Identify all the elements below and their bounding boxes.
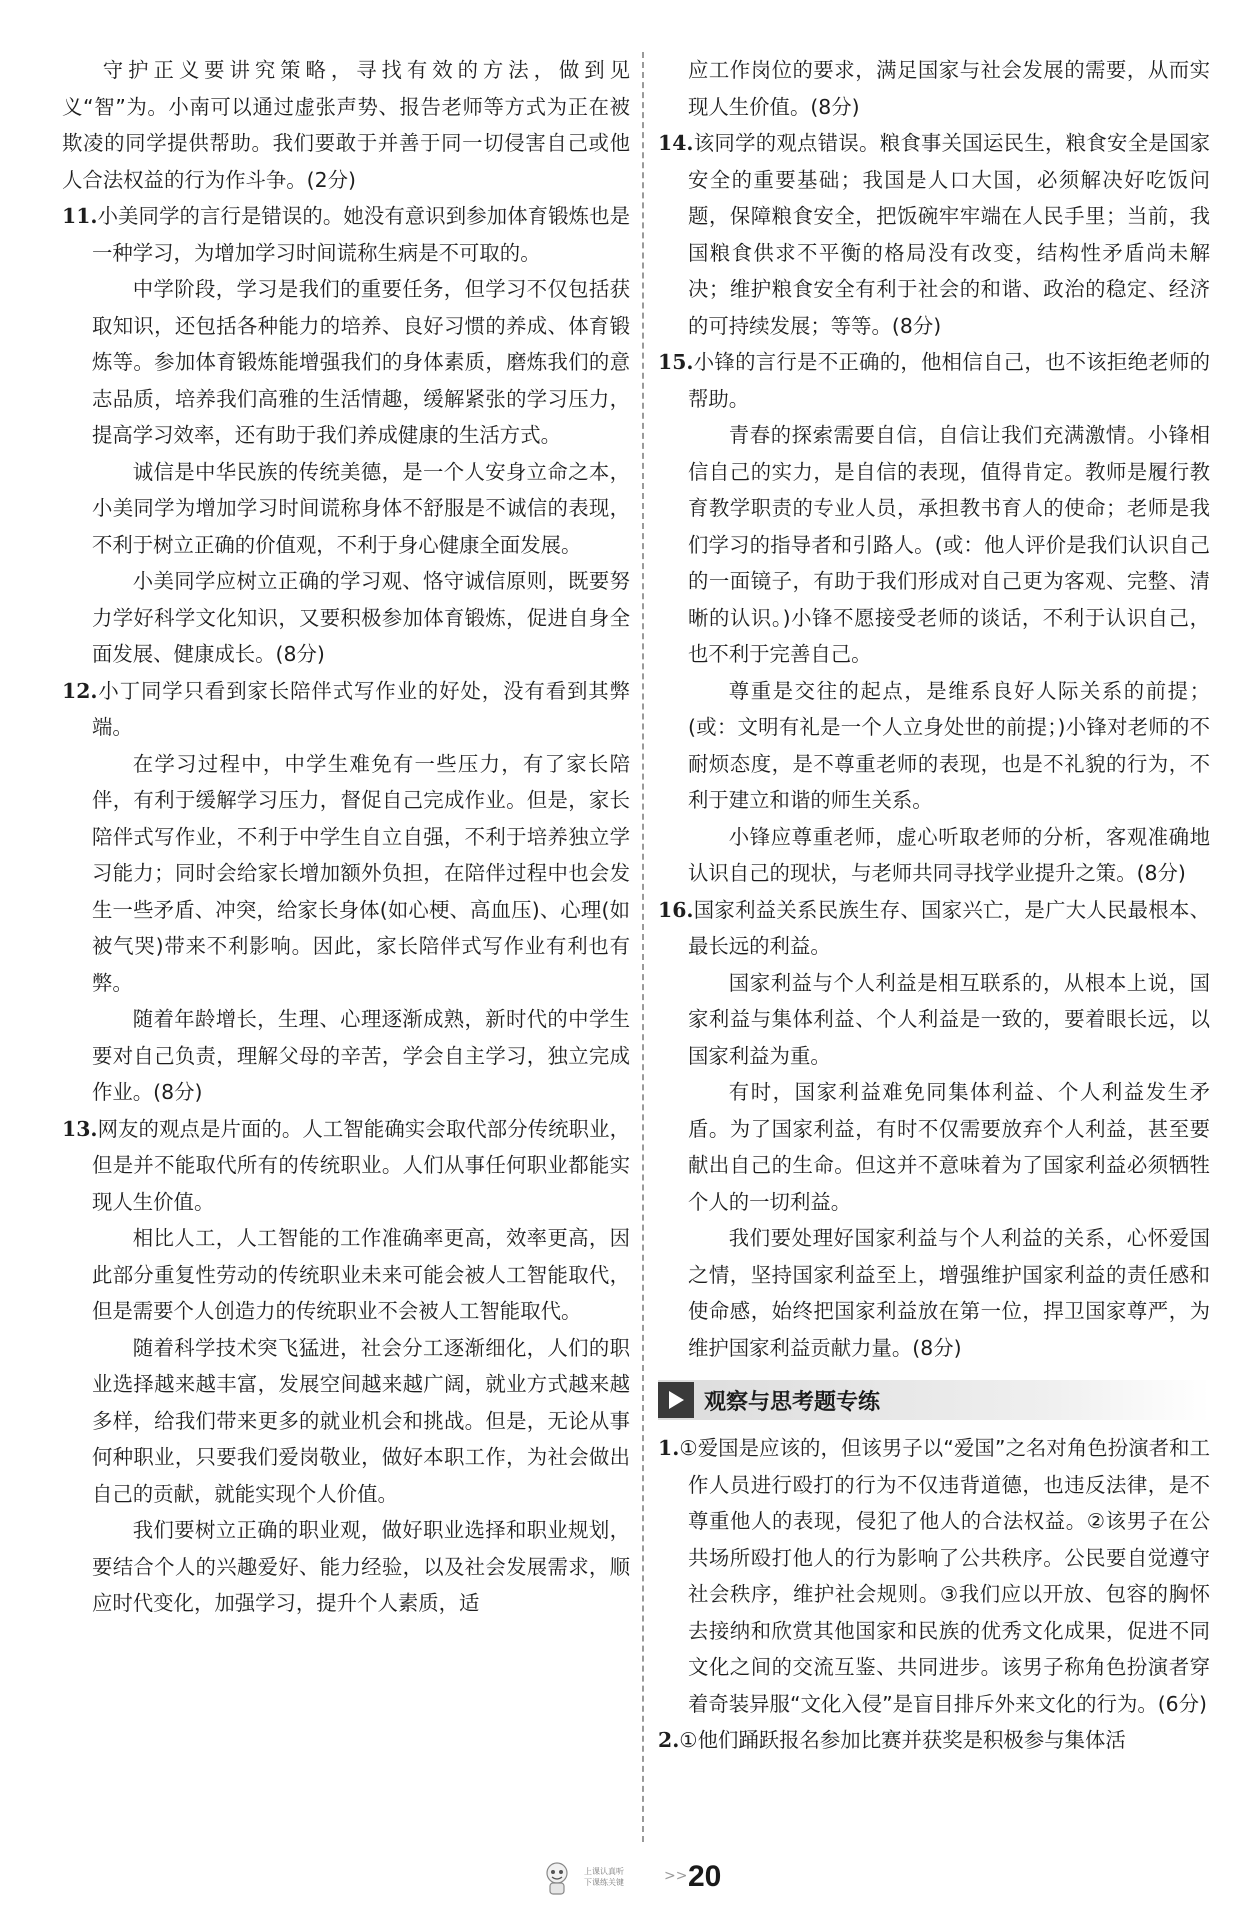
question-number: 12. (62, 678, 98, 703)
page-number: 20 (688, 1860, 722, 1893)
question-13 (62, 1111, 630, 1221)
left-column (62, 52, 630, 1622)
question-number: 1. (658, 1436, 680, 1460)
paragraph: 国家利益与个人利益是相互联系的，从根本上说，国家利益与集体利益、个人利益是一致的，要着眼长远，以国家利益为重。 (688, 970, 1210, 1068)
slogan-line: 下课练关键 (584, 1878, 624, 1887)
answer-text: 小锋的言行是不正确的，他相信自己，也不该拒绝老师的帮助。 (688, 350, 1210, 411)
question-number: 2. (658, 1728, 680, 1752)
practice-question-2 (658, 1722, 1210, 1759)
chevron-right-icon: >> (664, 1868, 688, 1884)
question-number: 14. (658, 131, 694, 155)
answer-text: 国家利益关系民族生存、国家兴亡，是广大人民最根本、最长远的利益。 (688, 897, 1210, 958)
practice-question-1 (658, 1430, 1210, 1722)
paragraph: 应工作岗位的要求，满足国家与社会发展的需要，从而实现人生价值。(8分) (688, 58, 1210, 119)
question-number: 13. (62, 1116, 98, 1141)
answer-text: ①他们踊跃报名参加比赛并获奖是积极参与集体活 (679, 1728, 1126, 1752)
section-header (658, 1380, 1210, 1420)
paragraph: 随着科学技术突飞猛进，社会分工逐渐细化，人们的职业选择越来越丰富，发展空间越来越广阔，就业方式越来越多样，给我们带来更多的就业机会和挑战。但是，无论从事何种职业，只要我们爱岗敬业，做好本职工作，为社会做出自己的贡献，就能实现个人价值。 (92, 1335, 630, 1506)
right-column (658, 52, 1210, 1759)
paragraph: 小锋应尊重老师，虚心听取老师的分析，客观准确地认识自己的现状，与老师共同寻找学业提升之策。(8分) (688, 824, 1210, 885)
paragraph: 我们要树立正确的职业观，做好职业选择和职业规划，要结合个人的兴趣爱好、能力经验，以及社会发展需求，顺应时代变化，加强学习，提升个人素质，适 (92, 1518, 630, 1615)
question-number: 15. (658, 350, 694, 374)
paragraph: 诚信是中华民族的传统美德，是一个人安身立命之本，小美同学为增加学习时间谎称身体不舒服是不诚信的表现，不利于树立正确的价值观，不利于身心健康全面发展。 (92, 459, 630, 557)
answer-text: 小美同学的言行是错误的。她没有意识到参加体育锻炼也是一种学习，为增加学习时间谎称生病是不可取的。 (92, 204, 630, 265)
answer-text: 网友的观点是片面的。人工智能确实会取代部分传统职业，但是并不能取代所有的传统职业。人们从事任何职业都能实现人生价值。 (92, 1116, 630, 1214)
paragraph: 小美同学应树立正确的学习观、恪守诚信原则，既要努力学好科学文化知识，又要积极参加体育锻炼，促进自身全面发展、健康成长。(8分) (92, 569, 630, 666)
question-14 (658, 125, 1210, 344)
paragraph: 守护正义要讲究策略，寻找有效的方法，做到见义“智”为。小南可以通过虚张声势、报告老师等方式为正在被欺凌的同学提供帮助。我们要敢于并善于同一切侵害自己或他人合法权益的行为作斗争。(2分) (62, 58, 630, 192)
footer-slogan (584, 1866, 624, 1888)
play-triangle-icon (658, 1382, 694, 1418)
question-number: 16. (658, 897, 694, 922)
paragraph: 我们要处理好国家利益与个人利益的关系，心怀爱国之情，坚持国家利益至上，增强维护国家利益的责任感和使命感，始终把国家利益放在第一位，捍卫国家尊严，为维护国家利益贡献力量。(8分) (688, 1226, 1210, 1360)
paragraph: 随着年龄增长，生理、心理逐渐成熟，新时代的中学生要对自己负责，理解父母的辛苦，学会自主学习，独立完成作业。(8分) (92, 1007, 630, 1104)
paragraph: 尊重是交往的起点，是维系良好人际关系的前提；(或：文明有礼是一个人立身处世的前提；)小锋对老师的不耐烦态度，是不尊重老师的表现，也是不礼貌的行为，不利于建立和谐的师生关系。 (688, 678, 1210, 812)
question-number: 11. (62, 204, 98, 228)
paragraph: 青春的探索需要自信，自信让我们充满激情。小锋相信自己的实力，是自信的表现，值得肯定。教师是履行教育教学职责的专业人员，承担教书育人的使命；老师是我们学习的指导者和引路人。(或：他人评价是我们认识自己的一面镜子，有助于我们形成对自己更为客观、完整、清晰的认识。)小锋不愿接受老师的谈话，不利于认识自己，也不利于完善自己。 (688, 423, 1210, 666)
question-12 (62, 673, 630, 746)
paragraph: 在学习过程中，中学生难免有一些压力，有了家长陪伴，有利于缓解学习压力，督促自己完成作业。但是，家长陪伴式写作业，不利于中学生自立自强，不利于培养独立学习能力；同时会给家长增加额外负担，在陪伴过程中也会发生一些矛盾、冲突，给家长身体(如心梗、高血压)、心理(如被气哭)带来不利影响。因此，家长陪伴式写作业有利也有弊。 (92, 751, 630, 995)
answer-text: 该同学的观点错误。粮食事关国运民生，粮食安全是国家安全的重要基础；我国是人口大国，必须解决好吃饭问题，保障粮食安全，把饭碗牢牢端在人民手里；当前，我国粮食供求不平衡的格局没有改变，结构性矛盾尚未解决；维护粮食安全有利于社会的和谐、政治的稳定、经济的可持续发展；等等。(8分) (688, 131, 1210, 338)
question-11 (62, 198, 630, 271)
answer-text: 小丁同学只看到家长陪伴式写作业的好处，没有看到其弊端。 (92, 678, 630, 739)
paragraph: 中学阶段，学习是我们的重要任务，但学习不仅包括获取知识，还包括各种能力的培养、良好习惯的养成、体育锻炼等。参加体育锻炼能增强我们的身体素质，磨炼我们的意志品质，培养我们高雅的生活情趣，缓解紧张的学习压力，提高学习效率，还有助于我们养成健康的生活方式。 (92, 277, 630, 447)
question-16 (658, 892, 1210, 965)
question-15 (658, 344, 1210, 417)
paragraph: 有时，国家利益难免同集体利益、个人利益发生矛盾。为了国家利益，有时不仅需要放弃个人利益，甚至要献出自己的生命。但这并不意味着为了国家利益必须牺牲个人的一切利益。 (688, 1080, 1210, 1214)
answer-text: ①爱国是应该的，但该男子以“爱国”之名对角色扮演者和工作人员进行殴打的行为不仅违背道德，也违反法律，是不尊重他人的表现，侵犯了他人的合法权益。②该男子在公共场所殴打他人的行为影响了公共秩序。公民要自觉遵守社会秩序，维护社会规则。③我们应以开放、包容的胸怀去接纳和欣赏其他国家和民族的优秀文化成果，促进不同文化之间的交流互鉴、共同进步。该男子称角色扮演者穿着奇装异服“文化入侵”是盲目排斥外来文化的行为。(6分) (679, 1436, 1210, 1716)
mascot-icon (540, 1860, 574, 1896)
paragraph: 相比人工，人工智能的工作准确率更高，效率更高，因此部分重复性劳动的传统职业未来可能会被人工智能取代，但是需要个人创造力的传统职业不会被人工智能取代。 (92, 1226, 630, 1323)
slogan-line: 上课认真听 (584, 1867, 624, 1876)
section-title: 观察与思考题专练 (704, 1389, 881, 1415)
page-footer (0, 1860, 1250, 1900)
